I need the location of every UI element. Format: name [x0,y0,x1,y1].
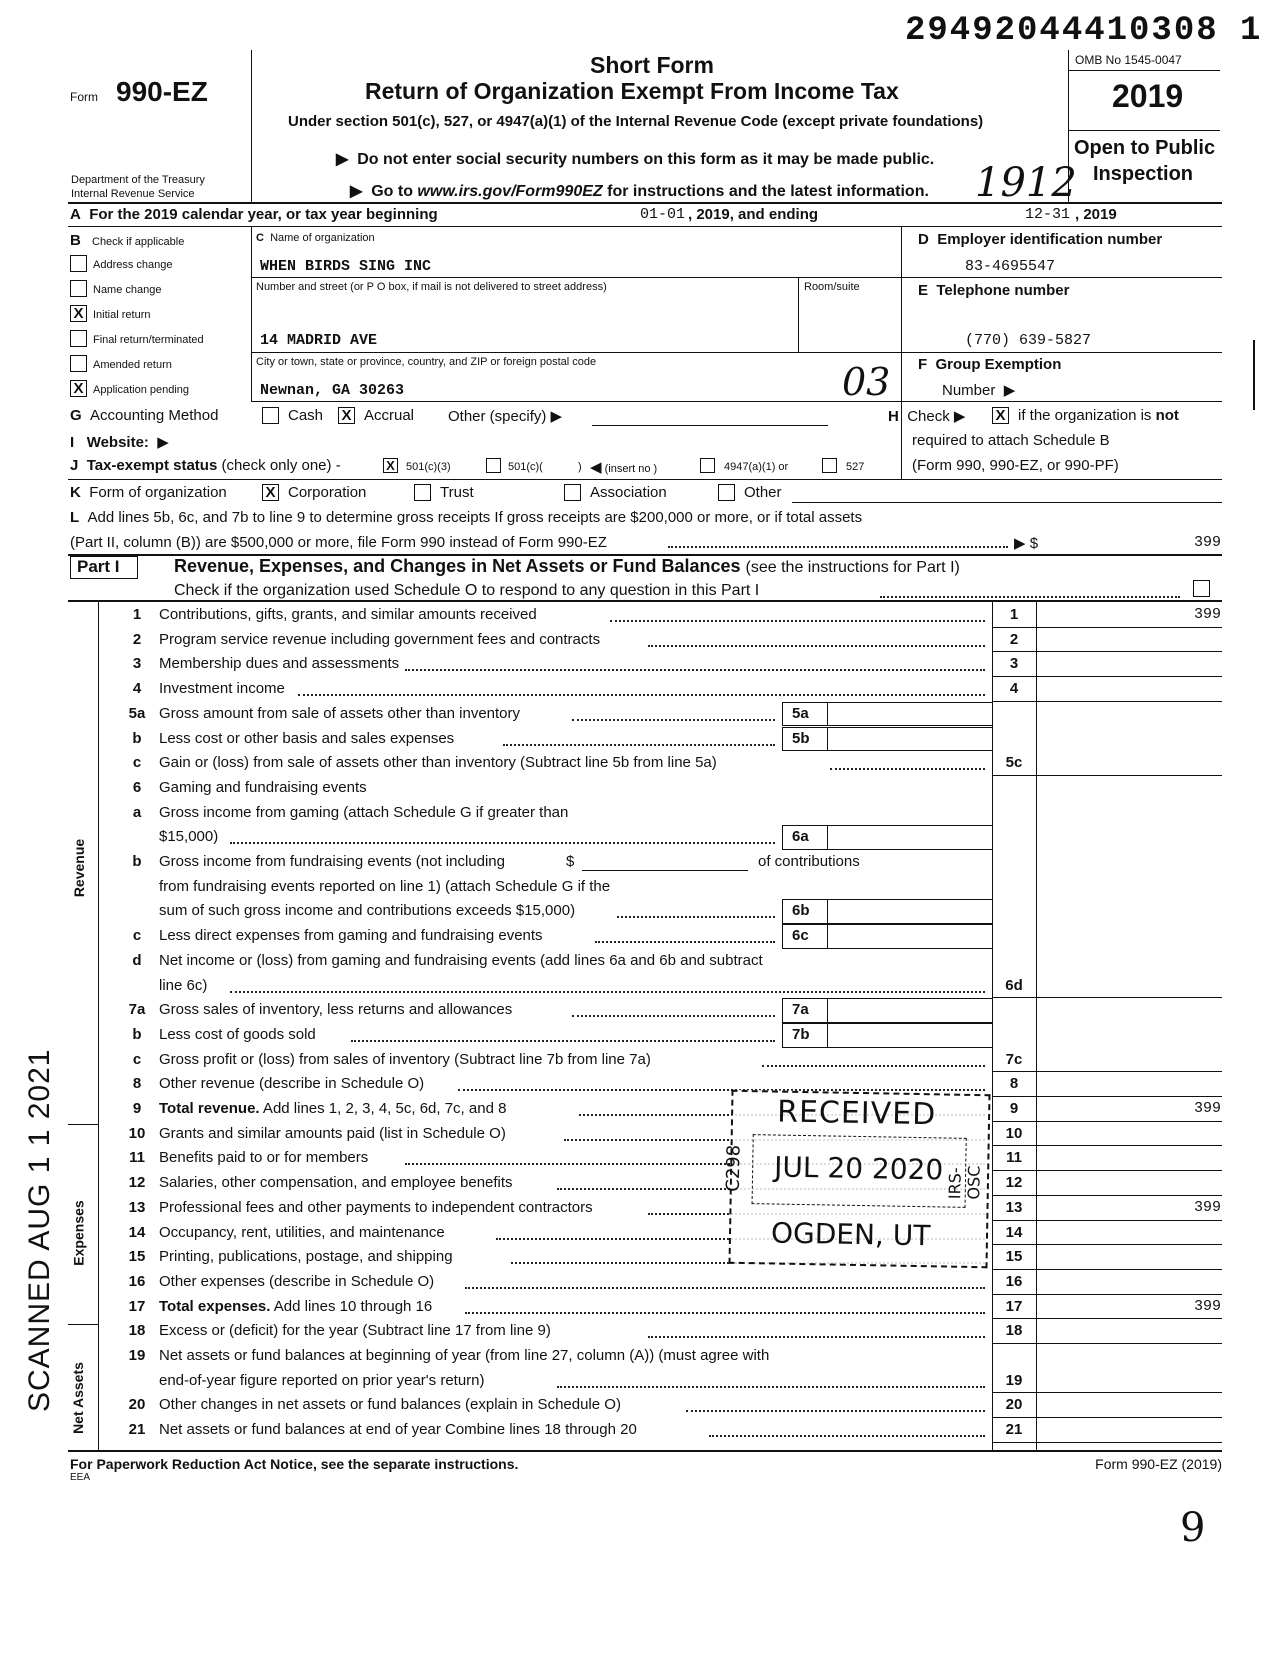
cash-label: Cash [288,407,324,424]
other-org-label: Other [744,484,782,501]
line-l-text2: (Part II, column (B)) are $500,000 or more, file Form 990 instead of Form 990-EZ [70,534,607,551]
line-number: c [132,927,142,945]
short-form-title: Short Form [590,52,714,78]
501c3-checkbox[interactable]: X [383,458,398,473]
city-state-zip[interactable]: Newnan, GA 30263 [260,382,405,399]
line-box-label: 10 [1005,1124,1023,1142]
sub-line-label: 5a [792,704,809,722]
line-number: 19 [128,1347,146,1364]
line-description: Net income or (loss) from gaming and fundraising events (add lines 6a and 6b and subtract [159,951,763,969]
line-number: 2 [132,630,142,648]
sub-line-amount-field[interactable] [827,825,993,850]
section-b-item-label: Amended return [93,359,172,371]
sub-line-label: 7b [792,1025,810,1043]
section-b-item-label: Address change [93,259,173,271]
open-public-1: Open to Public [1074,137,1216,159]
sub-line-label: 7a [792,1001,809,1019]
line-amount-value[interactable]: 399 [1193,606,1221,623]
corporation-label: Corporation [288,484,367,501]
line-box-label: 15 [1005,1248,1023,1266]
section-b-checkbox[interactable]: X [70,305,87,322]
corporation-checkbox[interactable]: X [262,484,279,501]
line-box-label: 17 [1005,1297,1023,1315]
line-box-label: 2 [1009,630,1019,648]
line-description: from fundraising events reported on line 1) (attach Schedule G if the [159,877,611,895]
part-i-label: Part I [77,557,120,576]
line-description: Total expenses. Add lines 10 through 16 [159,1297,433,1315]
line-g: G Accounting Method [70,407,219,424]
section-b-item-label: Name change [93,284,162,296]
501c3-label: 501(c)(3) [406,461,451,473]
line-i: I Website: ▶ [70,434,169,451]
scanned-stamp: SCANNED AUG 1 1 2021 [23,1048,56,1412]
irs-link[interactable]: www.irs.gov/Form990EZ [417,183,603,200]
line-description: Gross profit or (loss) from sales of inventory (Subtract line 7b from line 7a) [159,1050,651,1068]
line-amount-value[interactable]: 399 [1193,1297,1221,1315]
handwritten-code: 03 [842,360,891,404]
line-box-label: 18 [1005,1322,1023,1340]
line-number: 9 [132,1100,142,1117]
telephone-value[interactable]: (770) 639-5827 [965,332,1092,349]
section-b-item-label: Initial return [93,309,151,321]
line-box-label: 7c [1005,1050,1023,1068]
line-box-label: 1 [1009,606,1019,623]
line-h-text3: (Form 990, 990-EZ, or 990-PF) [912,457,1119,474]
tax-year-begin[interactable]: 01-01 [640,206,686,223]
line-number: 17 [128,1297,146,1315]
page-number: 9 [1180,1505,1206,1551]
line-h: H Check ▶ [888,408,966,425]
line-box-label: 20 [1005,1396,1023,1414]
fundraising-dollar: $ [566,853,575,870]
line-number: d [132,951,142,969]
line-description: Gross amount from sale of assets other than inventory [159,704,521,722]
accrual-checkbox[interactable]: X [338,407,355,424]
line-description: line 6c) [159,976,208,994]
stamp-right-code: IRS-OSC [945,1165,984,1200]
form-word: Form [70,90,98,104]
sub-line-label: 6a [792,828,809,846]
line-description: Investment income [159,680,285,698]
line-box-label: 12 [1005,1174,1023,1192]
line-number: 18 [128,1322,146,1340]
line-description: Contributions, gifts, grants, and similar amounts received [159,606,537,623]
sub-line-label: 6b [792,902,810,920]
line-description: Net assets or fund balances at beginning of year (from line 27, column (A)) (must agree with [159,1347,770,1364]
side-label-revenue: Revenue [71,838,88,898]
line-h-text2: required to attach Schedule B [912,432,1110,449]
street-label: Number and street (or P O box, if mail is not delivered to street address) [256,281,607,293]
line-description: Less direct expenses from gaming and fundraising events [159,927,543,945]
line-number: 1 [132,606,142,623]
line-description: Gross sales of inventory, less returns and allowances [159,1001,513,1019]
instruction-url: ▶ Go to www.irs.gov/Form990EZ for instructions and the latest information. [350,183,929,200]
section-b-checkbox[interactable]: X [70,380,87,397]
tax-year-end[interactable]: 12-31 [1025,206,1071,223]
form-number: 990-EZ [116,76,208,107]
line-number: b [132,729,142,747]
form-title: Return of Organization Exempt From Income Tax [365,78,899,104]
line-number: 5a [128,704,146,722]
tax-year: 2019 [1112,78,1184,114]
line-number: c [132,1050,142,1068]
sub-line-amount-field[interactable] [827,998,993,1023]
of-contributions-label: of contributions [758,853,860,870]
section-c-name-label: C Name of organization [256,232,375,244]
line-number: 12 [128,1174,146,1192]
dln-suffix: 1 [1240,12,1261,50]
line-number: b [132,853,142,870]
line-description: Gross income from gaming (attach Schedule G if greater than [159,803,569,821]
sub-line-label: 5b [792,729,810,747]
line-l-text1: L Add lines 5b, 6c, and 7b to line 9 to determine gross receipts If gross receipts are $200,000 or more, or if total assets [70,509,863,526]
line-description: Grants and similar amounts paid (list in Schedule O) [159,1124,506,1142]
side-label-net-assets: Net Assets [69,1362,86,1434]
trust-label: Trust [440,484,474,501]
line-l-dollar: ▶ $ [1014,535,1039,552]
line-description: Gain or (loss) from sale of assets other than inventory (Subtract line 5b from line 5a) [159,754,717,772]
sub-line-amount-field[interactable] [827,1023,993,1048]
line-description: Less cost of goods sold [159,1025,316,1043]
line-number: 3 [132,655,142,673]
other-method-field[interactable] [592,425,828,426]
association-label: Association [590,484,667,501]
ein-value[interactable]: 83-4695547 [965,258,1056,275]
sub-line-amount-field[interactable] [827,924,993,949]
section-b-item-label: Application pending [93,384,190,396]
line-box-label: 4 [1009,680,1019,698]
line-j: J Tax-exempt status (check only one) - [70,457,341,474]
line-box-label: 21 [1005,1421,1023,1439]
organization-name[interactable]: WHEN BIRDS SING INC [260,258,432,275]
omb-number: OMB No 1545-0047 [1075,53,1182,67]
sub-line-amount-field[interactable] [827,727,993,752]
line-number: 16 [128,1272,146,1290]
line-box-label: 3 [1009,655,1019,673]
line-number: 7a [128,1001,146,1019]
line-box-label: 13 [1005,1198,1023,1216]
527-label: 527 [846,461,865,473]
line-a: A For the 2019 calendar year, or tax year beginning [70,206,438,223]
line-number: 21 [128,1421,146,1439]
section-b-checkbox[interactable] [70,280,87,297]
line-box-label: 8 [1009,1075,1019,1093]
line-description: Excess or (deficit) for the year (Subtract line 17 from line 9) [159,1322,551,1340]
dln-number: 29492044410308 [905,12,1219,50]
line-number: 8 [132,1075,142,1093]
line-number: c [132,754,142,772]
line-description: Less cost or other basis and sales expenses [159,729,455,747]
line-description: end-of-year figure reported on prior year's return) [159,1371,485,1389]
line-box-label: 14 [1005,1223,1023,1241]
4947-checkbox[interactable] [700,458,715,473]
section-b-label: B [70,232,81,249]
section-e: E Telephone number [918,282,1070,299]
handwritten-number: 1912 [975,160,1077,206]
sub-line-amount-field[interactable] [827,899,993,924]
received-date: JUL 20 2020 [773,1150,944,1187]
sub-line-label: 6c [792,927,809,945]
section-b-checkbox[interactable] [70,255,87,272]
line-box-label: 16 [1005,1272,1023,1290]
room-suite-label: Room/suite [804,281,860,293]
group-number-label: Number ▶ [942,382,1016,399]
line-box-label: 5c [1005,754,1023,772]
line-description: Printing, publications, postage, and shipping [159,1248,453,1266]
schedule-b-checkbox[interactable]: X [992,407,1009,424]
cash-checkbox[interactable] [262,407,279,424]
open-public-2: Inspection [1093,163,1194,185]
section-b-item-label: Final return/terminated [93,334,204,346]
stamp-left-code: C298 [722,1144,745,1192]
501c-label: 501(c)( [508,461,543,473]
tax-year-end-year: , 2019 [1075,206,1117,223]
section-d: D Employer identification number [918,231,1163,248]
4947-label: 4947(a)(1) or [724,461,789,473]
line-description: Program service revenue including government fees and contracts [159,630,601,648]
line-number: 6 [132,778,142,796]
line-amount-value[interactable]: 399 [1193,1198,1221,1216]
fundraising-amount-field[interactable] [582,870,748,871]
accrual-label: Accrual [364,407,415,424]
trust-checkbox[interactable] [414,484,431,501]
line-number: 13 [128,1198,146,1216]
insert-no: ◀ (insert no ) [590,459,658,476]
sub-line-amount-field[interactable] [827,702,993,727]
line-description: Gross income from fundraising events (not including [159,853,505,870]
line-description: Benefits paid to or for members [159,1149,369,1167]
line-number: b [132,1025,142,1043]
association-checkbox[interactable] [564,484,581,501]
line-description: Gaming and fundraising events [159,778,367,796]
schedule-o-check-text: Check if the organization used Schedule O to respond to any question in this Part I [174,582,760,599]
line-description: Net assets or fund balances at end of year Combine lines 18 through 20 [159,1421,637,1439]
dept-line1: Department of the Treasury [71,174,205,186]
line-description: Occupancy, rent, utilities, and maintenance [159,1223,445,1241]
line-box-label: 6d [1005,976,1023,994]
line-h-text1: if the organization is not [1018,407,1179,424]
footer-form: Form 990-EZ (2019) [1095,1456,1222,1472]
part-i-title: Revenue, Expenses, and Changes in Net Assets or Fund Balances (see the instructions for Part I) [174,556,960,576]
line-k: K Form of organization [70,484,227,501]
line-description: Professional fees and other payments to independent contractors [159,1198,593,1216]
line-description: Other changes in net assets or fund balances (explain in Schedule O) [159,1396,621,1414]
501c-checkbox[interactable] [486,458,501,473]
line-number: 4 [132,680,142,698]
other-org-checkbox[interactable] [718,484,735,501]
margin-mark [1253,340,1255,410]
footer-eea: EEA [70,1472,91,1483]
city-label: City or town, state or province, country, and ZIP or foreign postal code [256,356,597,368]
gross-receipts-value[interactable]: 399 [1193,534,1221,551]
527-checkbox[interactable] [822,458,837,473]
section-f: F Group Exemption [918,356,1062,373]
section-b-checkbox[interactable] [70,355,87,372]
line-description: $15,000) [159,828,219,846]
line-number: 11 [129,1149,145,1167]
tax-year-mid: , 2019, and ending [688,206,819,223]
501c-close: ) [578,461,582,473]
instruction-ssn: ▶ Do not enter social security numbers on this form as it may be made public. [336,151,935,168]
line-description: Total revenue. Add lines 1, 2, 3, 4, 5c, 6d, 7c, and 8 [159,1100,507,1117]
line-box-label: 19 [1005,1371,1023,1389]
other-method-label: Other (specify) ▶ [448,408,563,425]
line-box-label: 11 [1006,1149,1022,1167]
street-address[interactable]: 14 MADRID AVE [260,332,378,349]
line-description: sum of such gross income and contributions exceeds $15,000) [159,902,576,920]
line-description: Membership dues and assessments [159,655,400,673]
form-subtitle: Under section 501(c), 527, or 4947(a)(1) of the Internal Revenue Code (except private foundations) [288,113,984,130]
line-number: 10 [128,1124,146,1142]
section-b-checkbox[interactable] [70,330,87,347]
line-description: Other expenses (describe in Schedule O) [159,1272,435,1290]
side-label-expenses: Expenses [70,1200,87,1266]
line-box-label: 9 [1009,1100,1019,1117]
line-description: Salaries, other compensation, and employee benefits [159,1174,513,1192]
received-word: RECEIVED [776,1094,937,1133]
line-number: 14 [128,1223,146,1241]
line-description: Other revenue (describe in Schedule O) [159,1075,425,1093]
dept-line2: Internal Revenue Service [71,188,195,200]
schedule-o-checkbox[interactable] [1193,580,1210,597]
line-amount-value[interactable]: 399 [1193,1100,1221,1117]
footer-paperwork: For Paperwork Reduction Act Notice, see the separate instructions. [70,1456,519,1472]
line-number: 15 [128,1248,146,1266]
received-stamp [722,1090,991,1268]
section-b-title: Check if applicable [92,236,185,248]
received-place: OGDEN, UT [770,1216,931,1253]
line-number: a [132,803,142,821]
line-number: 20 [128,1396,146,1414]
